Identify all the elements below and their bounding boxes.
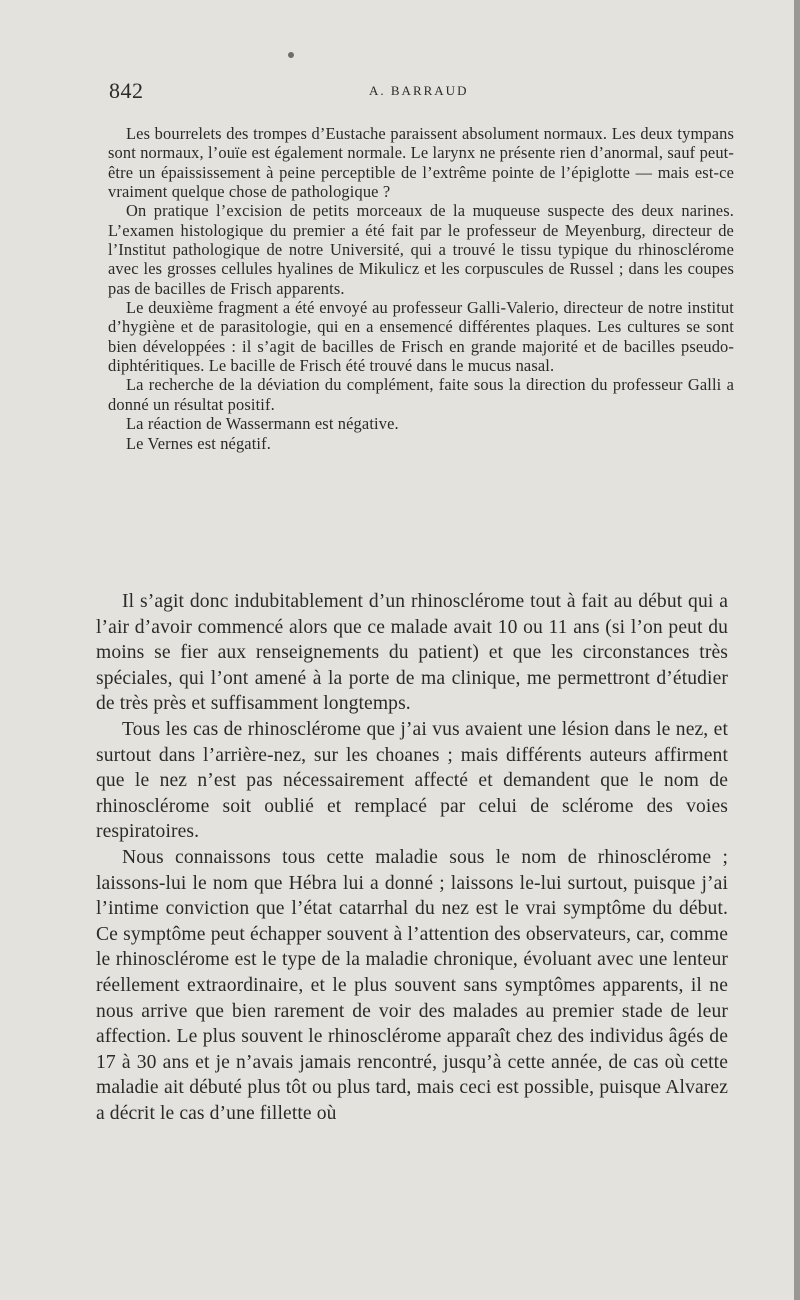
paragraph: La réaction de Wassermann est négative.	[126, 414, 399, 434]
page-edge-shadow	[794, 0, 800, 1300]
paragraph: Le deuxième fragment a été envoyé au professeur Galli-Valerio, directeur de notre institut d’hygiène et de parasitologie, qui en a ensemencé différentes plaques. Les cultures se sont bien développées : il s’agit de bacilles de Frisch en grande majorité et de bacilles pseudo-diphtéritiques. Le bacille de Frisch été trouvé dans le mucus nasal.	[108, 298, 734, 376]
page-number: 842	[109, 78, 144, 103]
paragraph: Les bourrelets des trompes d’Eustache paraissent absolument normaux. Les deux tympans sont normaux, l’ouïe est également normale. Le larynx ne présente rien d’anormal, sauf peut-être un épaississement à peine perceptible de l’extrême pointe de l’épiglotte — mais est-ce vraiment quelque chose de pathologique ?	[108, 124, 734, 202]
running-head	[109, 78, 729, 104]
paragraph: Le Vernes est négatif.	[126, 433, 271, 453]
running-head-author: A. BARRAUD	[369, 83, 469, 98]
paragraph: On pratique l’excision de petits morceaux de la muqueuse suspecte des deux narines. L’examen histologique du premier a été fait par le professeur de Meyenburg, directeur de l’Institut pathologique de notre Université, qui a trouvé le tissu typique du rhinosclérome avec les grosses cellules hyalines de Mikulicz et les corpuscules de Russel ; dans les coupes pas de bacilles de Frisch apparents.	[108, 201, 734, 298]
paragraph: Il s’agit donc indubitablement d’un rhinosclérome tout à fait au début qui a l’air d’avoir commencé alors que ce malade avait 10 ou 11 ans (si l’on peut du moins se fier aux renseignements du patient) et que les circonstances très spéciales, qui l’ont amené à la porte de ma clinique, me permettront d’étudier de très près et suffisamment longtemps.	[96, 591, 728, 715]
paragraph: Nous connaissons tous cette maladie sous le nom de rhinosclérome ; laissons-lui le nom que Hébra lui a donné ; laissons le-lui surtout, puisque j’ai l’intime conviction que l’état catarrhal du nez est le vrai symptôme du début. Ce symptôme peut échapper souvent à l’attention des observateurs, car, comme le rhinosclérome est le type de la maladie chronique, évoluant avec une lenteur réellement extraordinaire, et le plus souvent sans symptômes apparents, il ne nous arrive que bien rarement de voir des malades au premier stade de leur affection. Le plus souvent le rhinosclérome apparaît chez des individus âgés de 17 à 30 ans et je n’avais jamais rencontré, jusqu’à cette année, de cas où cette maladie ait débuté plus tôt ou plus tard, mais ceci est possible, puisque Alvarez a décrit le cas d’une fillette où	[96, 846, 728, 1124]
paragraph: La recherche de la déviation du complément, faite sous la direction du professeur Galli a donné un résultat positif.	[108, 375, 734, 414]
paragraph: Tous les cas de rhinosclérome que j’ai vus avaient une lésion dans le nez, et surtout dans l’arrière-nez, sur les choanes ; mais différents auteurs affirment que le nez n’est pas nécessairement affecté et demandent que le nom de rhinosclérome soit oublié et remplacé par celui de sclérome des voies respiratoires.	[96, 718, 728, 843]
main-text	[96, 589, 728, 1126]
print-speck	[288, 52, 294, 58]
observation-notes	[108, 124, 734, 453]
